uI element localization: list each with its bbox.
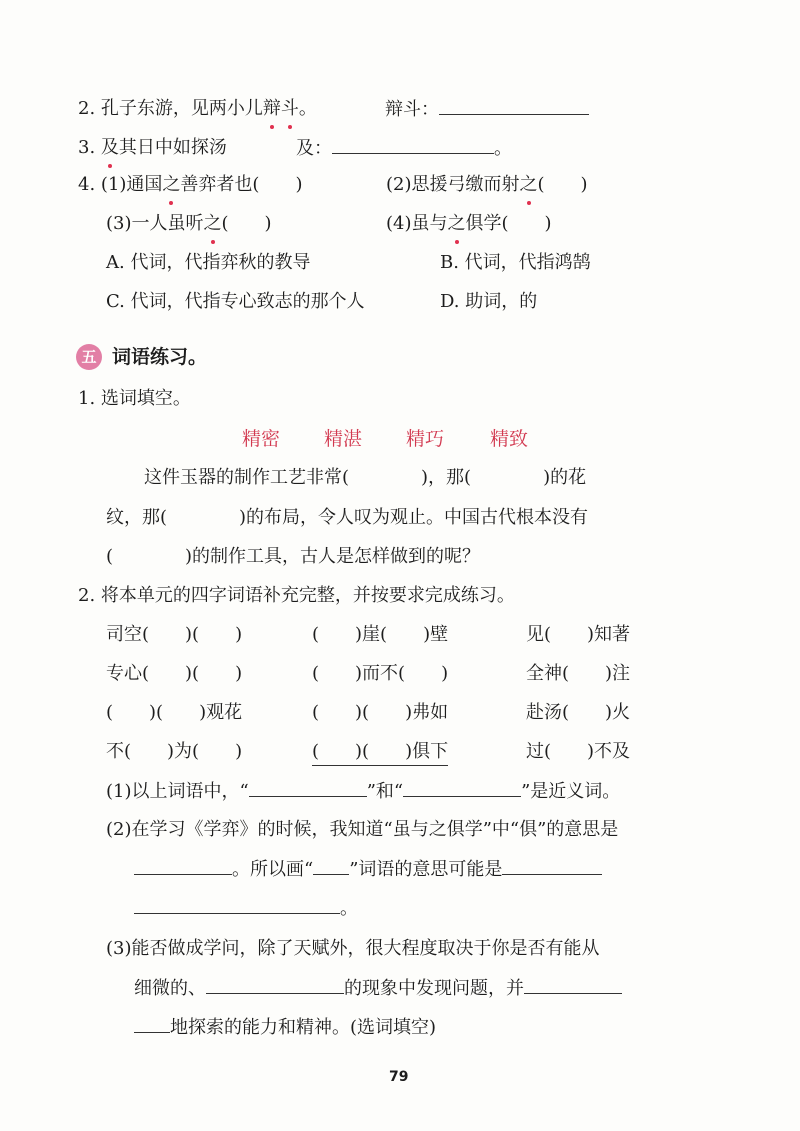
answer-blank[interactable] [206, 975, 344, 994]
answer-blank[interactable] [439, 96, 589, 115]
question-2-answer: 辩斗： [385, 96, 589, 123]
option-b: B. 代词，代指鸿鹄 [440, 252, 591, 273]
sub-question-3-line-1: (3)能否做成学问，除了天赋外，很大程度取决于你是否有能从 [106, 938, 600, 959]
answer-blank[interactable] [502, 856, 602, 875]
section-badge: 五 [76, 344, 102, 370]
answer-blank[interactable] [134, 895, 340, 914]
idiom-cell: 过( )不及 [526, 741, 631, 762]
idiom-cell: ( )崖( )壁 [312, 624, 449, 645]
option-c: C. 代词，代指专心致志的那个人 [106, 291, 365, 312]
answer-blank[interactable] [134, 856, 232, 875]
emphasis-char: 之 [448, 211, 466, 237]
part-1-title: 1. 选词填空。 [78, 388, 191, 409]
part-2-title: 2. 将本单元的四字词语补充完整，并按要求完成练习。 [78, 585, 515, 606]
answer-blank[interactable] [313, 856, 349, 875]
emphasis-char: 之 [204, 211, 222, 237]
idiom-cell: 司空( )( ) [106, 624, 243, 645]
page-number: 79 [389, 1069, 409, 1085]
idiom-cell: 全神( )注 [526, 663, 631, 684]
section-title: 词语练习。 [112, 346, 208, 368]
idiom-cell-underlined: ( )( )俱下 [312, 739, 448, 766]
idiom-cell: 专心( )( ) [106, 663, 243, 684]
idiom-cell: 不( )为( ) [106, 741, 243, 762]
sub-question-2-line-1: (2)在学习《学弈》的时候，我知道“虽与之俱学”中“俱”的意思是 [106, 819, 619, 840]
sub-question-3-line-2: 细微的、 的现象中发现问题，并 [134, 975, 622, 1002]
answer-blank[interactable] [134, 1014, 170, 1033]
word-choice: 精湛 [324, 428, 363, 450]
answer-blank[interactable] [403, 778, 521, 797]
sub-question-2-line-3: 。 [134, 895, 358, 922]
idiom-cell: 赴汤( )火 [526, 702, 631, 723]
question-4-item-3: (3)一人虽听之( ) [106, 211, 272, 237]
emphasis-char: 之 [162, 172, 180, 198]
emphasis-char: 及 [101, 135, 119, 161]
idiom-cell: ( )( )观花 [106, 702, 243, 723]
sub-question-2-line-2: 。所以画“ ”词语的意思可能是 [134, 856, 602, 883]
question-4-item-2: (2)思援弓缴而射之( ) [386, 172, 588, 198]
fill-paragraph-line: 这件玉器的制作工艺非常( )，那( )的花 [144, 467, 587, 488]
emphasis-char: 之 [520, 172, 538, 198]
sub-question-1: (1)以上词语中，“ ”和“ ”是近义词。 [106, 778, 620, 805]
word-choice: 精密 [242, 428, 281, 450]
option-d: D. 助词，的 [440, 291, 538, 312]
question-3: 3. 及其日中如探汤 [78, 135, 227, 161]
idiom-cell: ( )而不( ) [312, 663, 449, 684]
option-a: A. 代词，代指弈秋的教导 [106, 252, 311, 273]
question-4-item-4: (4)虽与之俱学( ) [386, 211, 552, 237]
word-choice: 精致 [490, 428, 529, 450]
question-3-answer: 及： 。 [296, 135, 512, 162]
idiom-cell: ( )( )弗如 [312, 702, 449, 723]
fill-paragraph-line: ( )的制作工具，古人是怎样做到的呢？ [106, 546, 481, 567]
emphasis-char: 辩 [263, 96, 281, 122]
question-4-item-1: 4. (1)通国之善弈者也( ) [78, 172, 302, 198]
answer-blank[interactable] [249, 778, 367, 797]
sub-question-3-line-3: 地探索的能力和精神。(选词填空) [134, 1014, 436, 1041]
emphasis-char: 斗 [281, 96, 299, 122]
idiom-cell: 见( )知著 [526, 624, 631, 645]
fill-paragraph-line: 纹，那( )的布局，令人叹为观止。中国古代根本没有 [106, 507, 589, 528]
word-choice: 精巧 [406, 428, 445, 450]
answer-blank[interactable] [332, 135, 494, 154]
question-2: 2. 孔子东游，见两小儿辩斗。 [78, 96, 317, 122]
answer-blank[interactable] [524, 975, 622, 994]
